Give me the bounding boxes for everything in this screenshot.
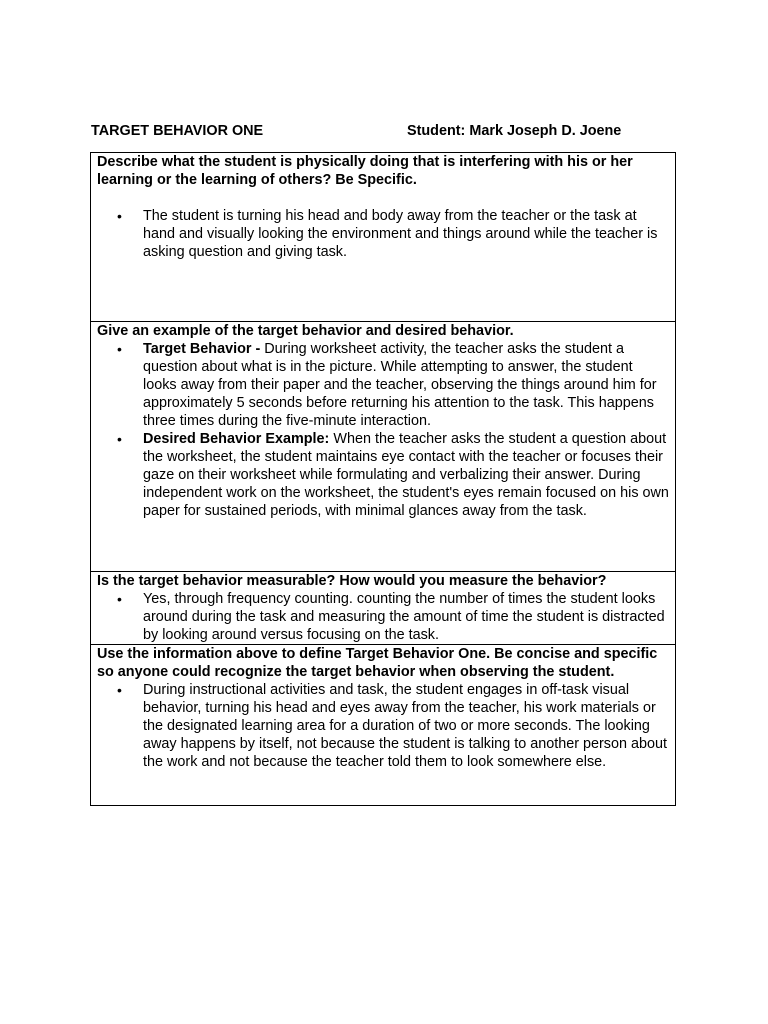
section-physical-description (91, 153, 675, 322)
bullet-icon: • (117, 341, 122, 357)
answer-text: Yes, through frequency counting. counting the number of times the student looks around during the task and measuring the amount of time the student is distracted by looking around versus focusing on the task. (143, 591, 665, 643)
section-definition (91, 645, 675, 805)
section-question: Describe what the student is physically doing that is interfering with his or her learning or the learning of others? Be Specific. (97, 154, 633, 188)
answer-list (97, 340, 675, 520)
answer-text: The student is turning his head and body away from the teacher or the task at hand and visually looking the environment and things around while the teacher is asking question and giving task. (143, 208, 658, 260)
section-question: Is the target behavior measurable? How would you measure the behavior? (97, 573, 607, 589)
answer-text: During instructional activities and task, the student engages in off-task visual behavior, turning his head and eyes away from the teacher, his work materials or the designated learning area for a duration of two or more seconds. The looking away happens by itself, not because the student is talking to another person about the work and not because the teacher told them to look somewhere else. (143, 682, 668, 770)
section-question: Give an example of the target behavior and desired behavior. (97, 323, 514, 339)
bullet-icon: • (117, 431, 122, 447)
bullet-icon: • (117, 682, 122, 698)
answer-list (97, 681, 675, 771)
answer-text: When the teacher asks the student a question about the worksheet, the student maintains eye contact with the teacher or focuses their gaze on their worksheet while formulating and verbalizing their answer. During independent work on the worksheet, the student's eyes remain focused on his own paper for sustained periods, with minimal glances away from the task. (143, 431, 669, 519)
answer-text: During worksheet activity, the teacher asks the student a question about what is in the picture. While attempting to answer, the student looks away from their paper and the teacher, observing the things around him for approximately 5 seconds before returning his attention to the task. This happens three times during the five-minute interaction. (143, 341, 657, 429)
list-item (97, 340, 675, 430)
bullet-icon: • (117, 208, 122, 224)
document-title: TARGET BEHAVIOR ONE (91, 123, 264, 139)
behavior-form-table (90, 152, 676, 806)
list-item (97, 207, 675, 261)
section-question: Use the information above to define Target Behavior One. Be concise and specific so anyone could recognize the target behavior when observing the student. (97, 646, 658, 680)
answer-list (97, 207, 675, 261)
document-header (91, 122, 677, 140)
section-behavior-examples (91, 322, 675, 572)
bullet-icon: • (117, 591, 122, 607)
list-item (97, 590, 675, 644)
target-behavior-label: Target Behavior - (143, 341, 265, 357)
section-measurability (91, 572, 675, 645)
desired-behavior-label: Desired Behavior Example: (143, 431, 334, 447)
answer-list (97, 590, 675, 644)
student-name: Student: Mark Joseph D. Joene (407, 123, 622, 139)
list-item (97, 681, 675, 771)
list-item (97, 430, 675, 520)
